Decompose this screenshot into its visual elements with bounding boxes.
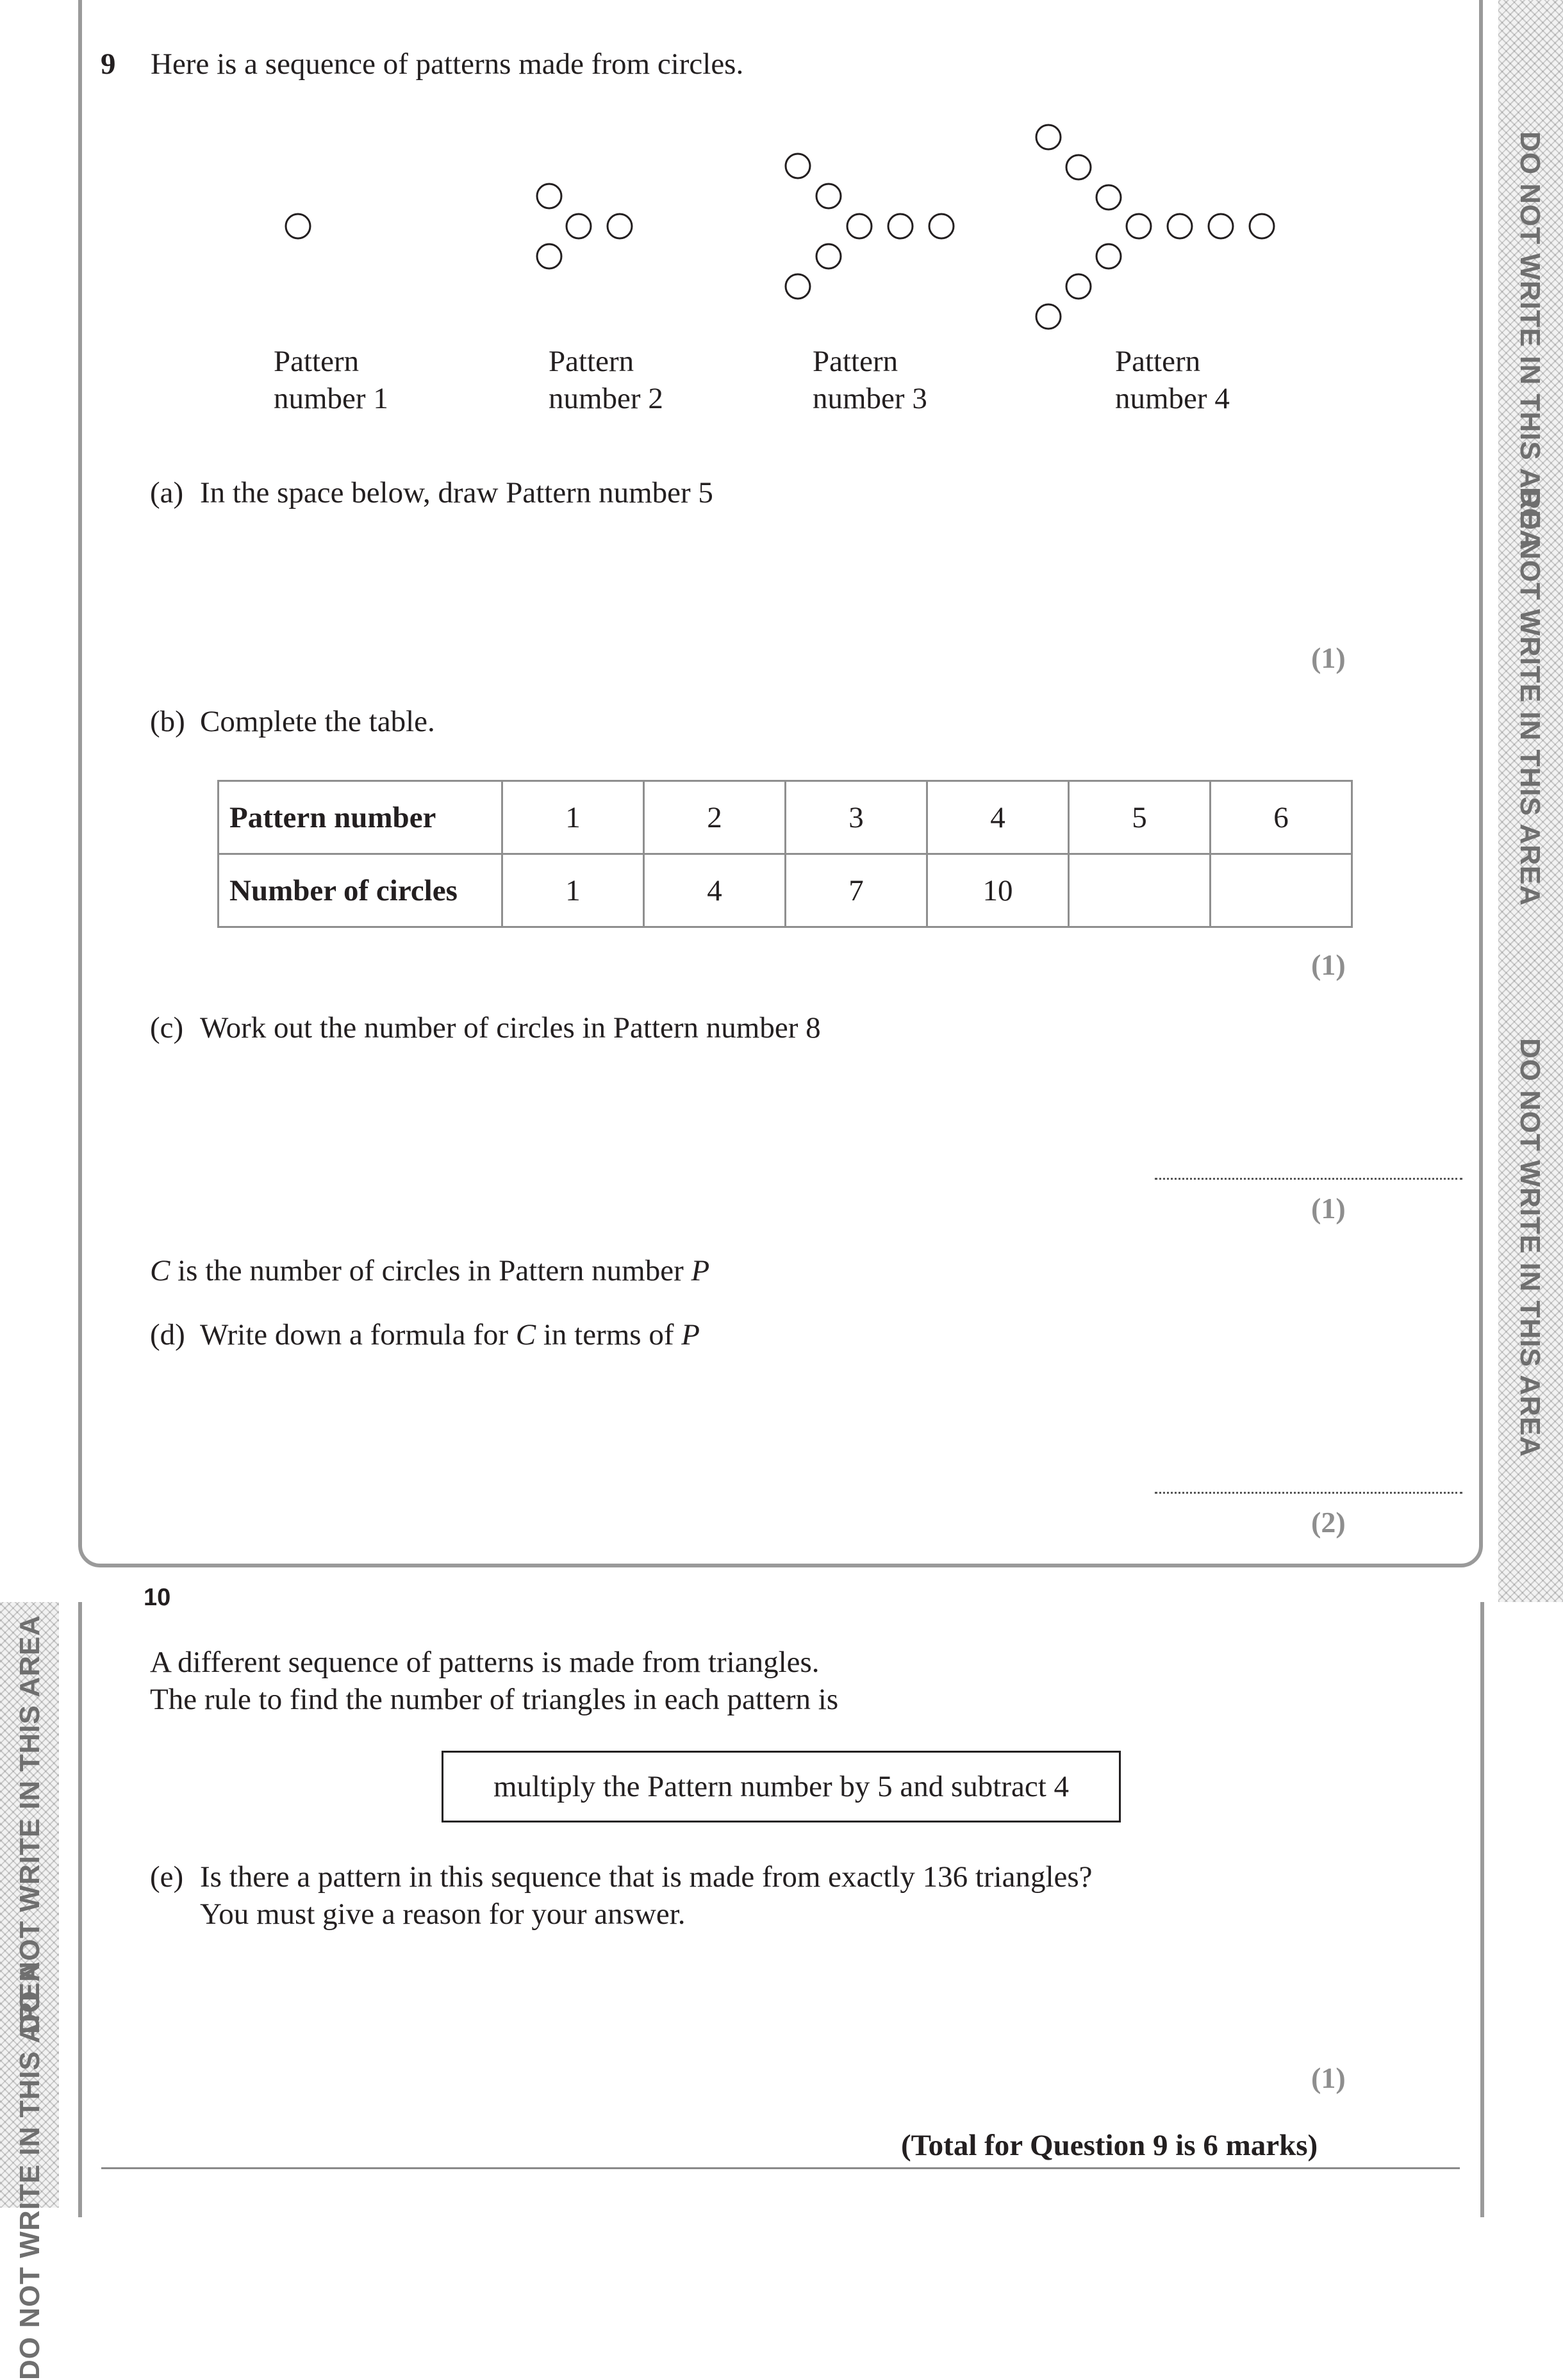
lower-frame-left (78, 1602, 82, 2217)
left-margin-warning-2: DO NOT WRITE IN THIS AREA (14, 1961, 45, 2380)
pattern1-label-line2: number 1 (274, 382, 388, 415)
right-margin-warning-1: DO NOT WRITE IN THIS AREA (1514, 131, 1546, 551)
lower-frame-right (1480, 1602, 1484, 2217)
question-end-rule (101, 2167, 1460, 2169)
sequence-table (217, 780, 1353, 928)
pattern-number-cell: 4 (927, 781, 1069, 854)
part-d-marks: (2) (1311, 1506, 1346, 1539)
right-margin-warning-3: DO NOT WRITE IN THIS AREA (1514, 1038, 1546, 1458)
pattern1-label-line1: Pattern (274, 345, 360, 378)
part-a-text: In the space below, draw Pattern number 5 (200, 476, 713, 509)
pattern4-circle (1066, 274, 1091, 299)
part-d-pre: Write down a formula for (200, 1318, 516, 1351)
pattern4-circle (1168, 214, 1192, 238)
triangles-intro-line1: A different sequence of patterns is made from triangles. (150, 1646, 820, 1679)
question-total: (Total for Question 9 is 6 marks) (901, 2129, 1318, 2162)
definition-middle: is the number of circles in Pattern number (170, 1254, 691, 1287)
right-margin-warning-2: DO NOT WRITE IN THIS AREA (1514, 487, 1546, 907)
part-a-marks: (1) (1311, 641, 1346, 674)
part-e-line1: Is there a pattern in this sequence that is made from exactly 136 triangles? (200, 1860, 1093, 1894)
pattern2-label-line1: Pattern (549, 345, 634, 378)
variable-c: C (515, 1318, 536, 1351)
pattern-number-cell: 2 (644, 781, 786, 854)
pattern2-circle (566, 214, 591, 238)
rule-box: multiply the Pattern number by 5 and subtract 4 (442, 1751, 1121, 1822)
variable-c: C (150, 1254, 170, 1287)
part-e-label: (e) (150, 1860, 184, 1894)
pattern4-circle (1209, 214, 1233, 238)
pattern-number-cell: 3 (786, 781, 927, 854)
row-header-number-of-circles: Number of circles (219, 854, 502, 927)
part-a-label: (a) (150, 476, 184, 509)
part-d-text (200, 1317, 700, 1353)
circle-count-answer-cell[interactable] (1211, 854, 1352, 927)
pattern3-circle (786, 274, 810, 299)
pattern3-circle (847, 214, 872, 238)
question-intro: Here is a sequence of patterns made from circles. (151, 47, 744, 81)
pattern4-circle (1127, 214, 1151, 238)
pattern4-circle (1096, 244, 1121, 269)
variable-p: P (691, 1254, 710, 1287)
pattern2-label-line2: number 2 (549, 382, 663, 415)
part-d-answer-line[interactable] (1155, 1492, 1462, 1494)
circle-count-cell: 7 (786, 854, 927, 927)
part-b-marks: (1) (1311, 948, 1346, 981)
pattern-number-cell: 5 (1069, 781, 1211, 854)
part-e-marks: (1) (1311, 2062, 1346, 2094)
table-row (219, 854, 1352, 927)
part-c-answer-line[interactable] (1155, 1178, 1462, 1180)
pattern4-circle (1036, 304, 1061, 329)
pattern3-circle (816, 184, 841, 208)
pattern-number-cell: 6 (1211, 781, 1352, 854)
triangles-intro-line2: The rule to find the number of triangles in each pattern is (150, 1683, 839, 1716)
pattern-number-cell: 1 (502, 781, 644, 854)
part-d-label: (d) (150, 1318, 185, 1351)
pattern4-circle (1036, 125, 1061, 149)
circle-count-cell: 4 (644, 854, 786, 927)
part-b-text: Complete the table. (200, 705, 435, 738)
circle-count-cell: 1 (502, 854, 644, 927)
pattern4-circle (1096, 185, 1121, 210)
part-b-label: (b) (150, 705, 185, 738)
pattern3-label-line1: Pattern (813, 345, 898, 378)
table-row (219, 781, 1352, 854)
part-c-text: Work out the number of circles in Pattern number 8 (200, 1011, 821, 1045)
pattern3-label-line2: number 3 (813, 382, 927, 415)
part-a-answer-space[interactable] (1344, 603, 1498, 834)
part-d-mid: in terms of (536, 1318, 682, 1351)
pattern4-label-line1: Pattern (1115, 345, 1201, 378)
part-c-label: (c) (150, 1011, 184, 1045)
pattern2-circle (537, 184, 561, 208)
variable-p: P (681, 1318, 700, 1351)
pattern3-circle (929, 214, 954, 238)
pattern2-circle (608, 214, 632, 238)
pattern4-circle (1066, 155, 1091, 179)
pattern1-circle (286, 214, 310, 238)
part-c-marks: (1) (1311, 1192, 1346, 1225)
page-number: 10 (144, 1584, 171, 1611)
pattern3-circle (888, 214, 913, 238)
pattern4-label-line2: number 4 (1115, 382, 1230, 415)
part-e-line2: You must give a reason for your answer. (200, 1897, 686, 1931)
circle-patterns-figure (0, 0, 1563, 359)
pattern2-circle (537, 244, 561, 269)
row-header-pattern-number: Pattern number (219, 781, 502, 854)
pattern3-circle (786, 154, 810, 178)
left-margin-hatch (0, 1602, 59, 2380)
definition-text (150, 1253, 709, 1289)
pattern4-circle (1250, 214, 1274, 238)
question-number: 9 (101, 47, 116, 81)
left-margin-warning-1: DO NOT WRITE IN THIS AREA (14, 1615, 45, 2035)
circle-count-cell: 10 (927, 854, 1069, 927)
pattern3-circle (816, 244, 841, 269)
circle-count-answer-cell[interactable] (1069, 854, 1211, 927)
